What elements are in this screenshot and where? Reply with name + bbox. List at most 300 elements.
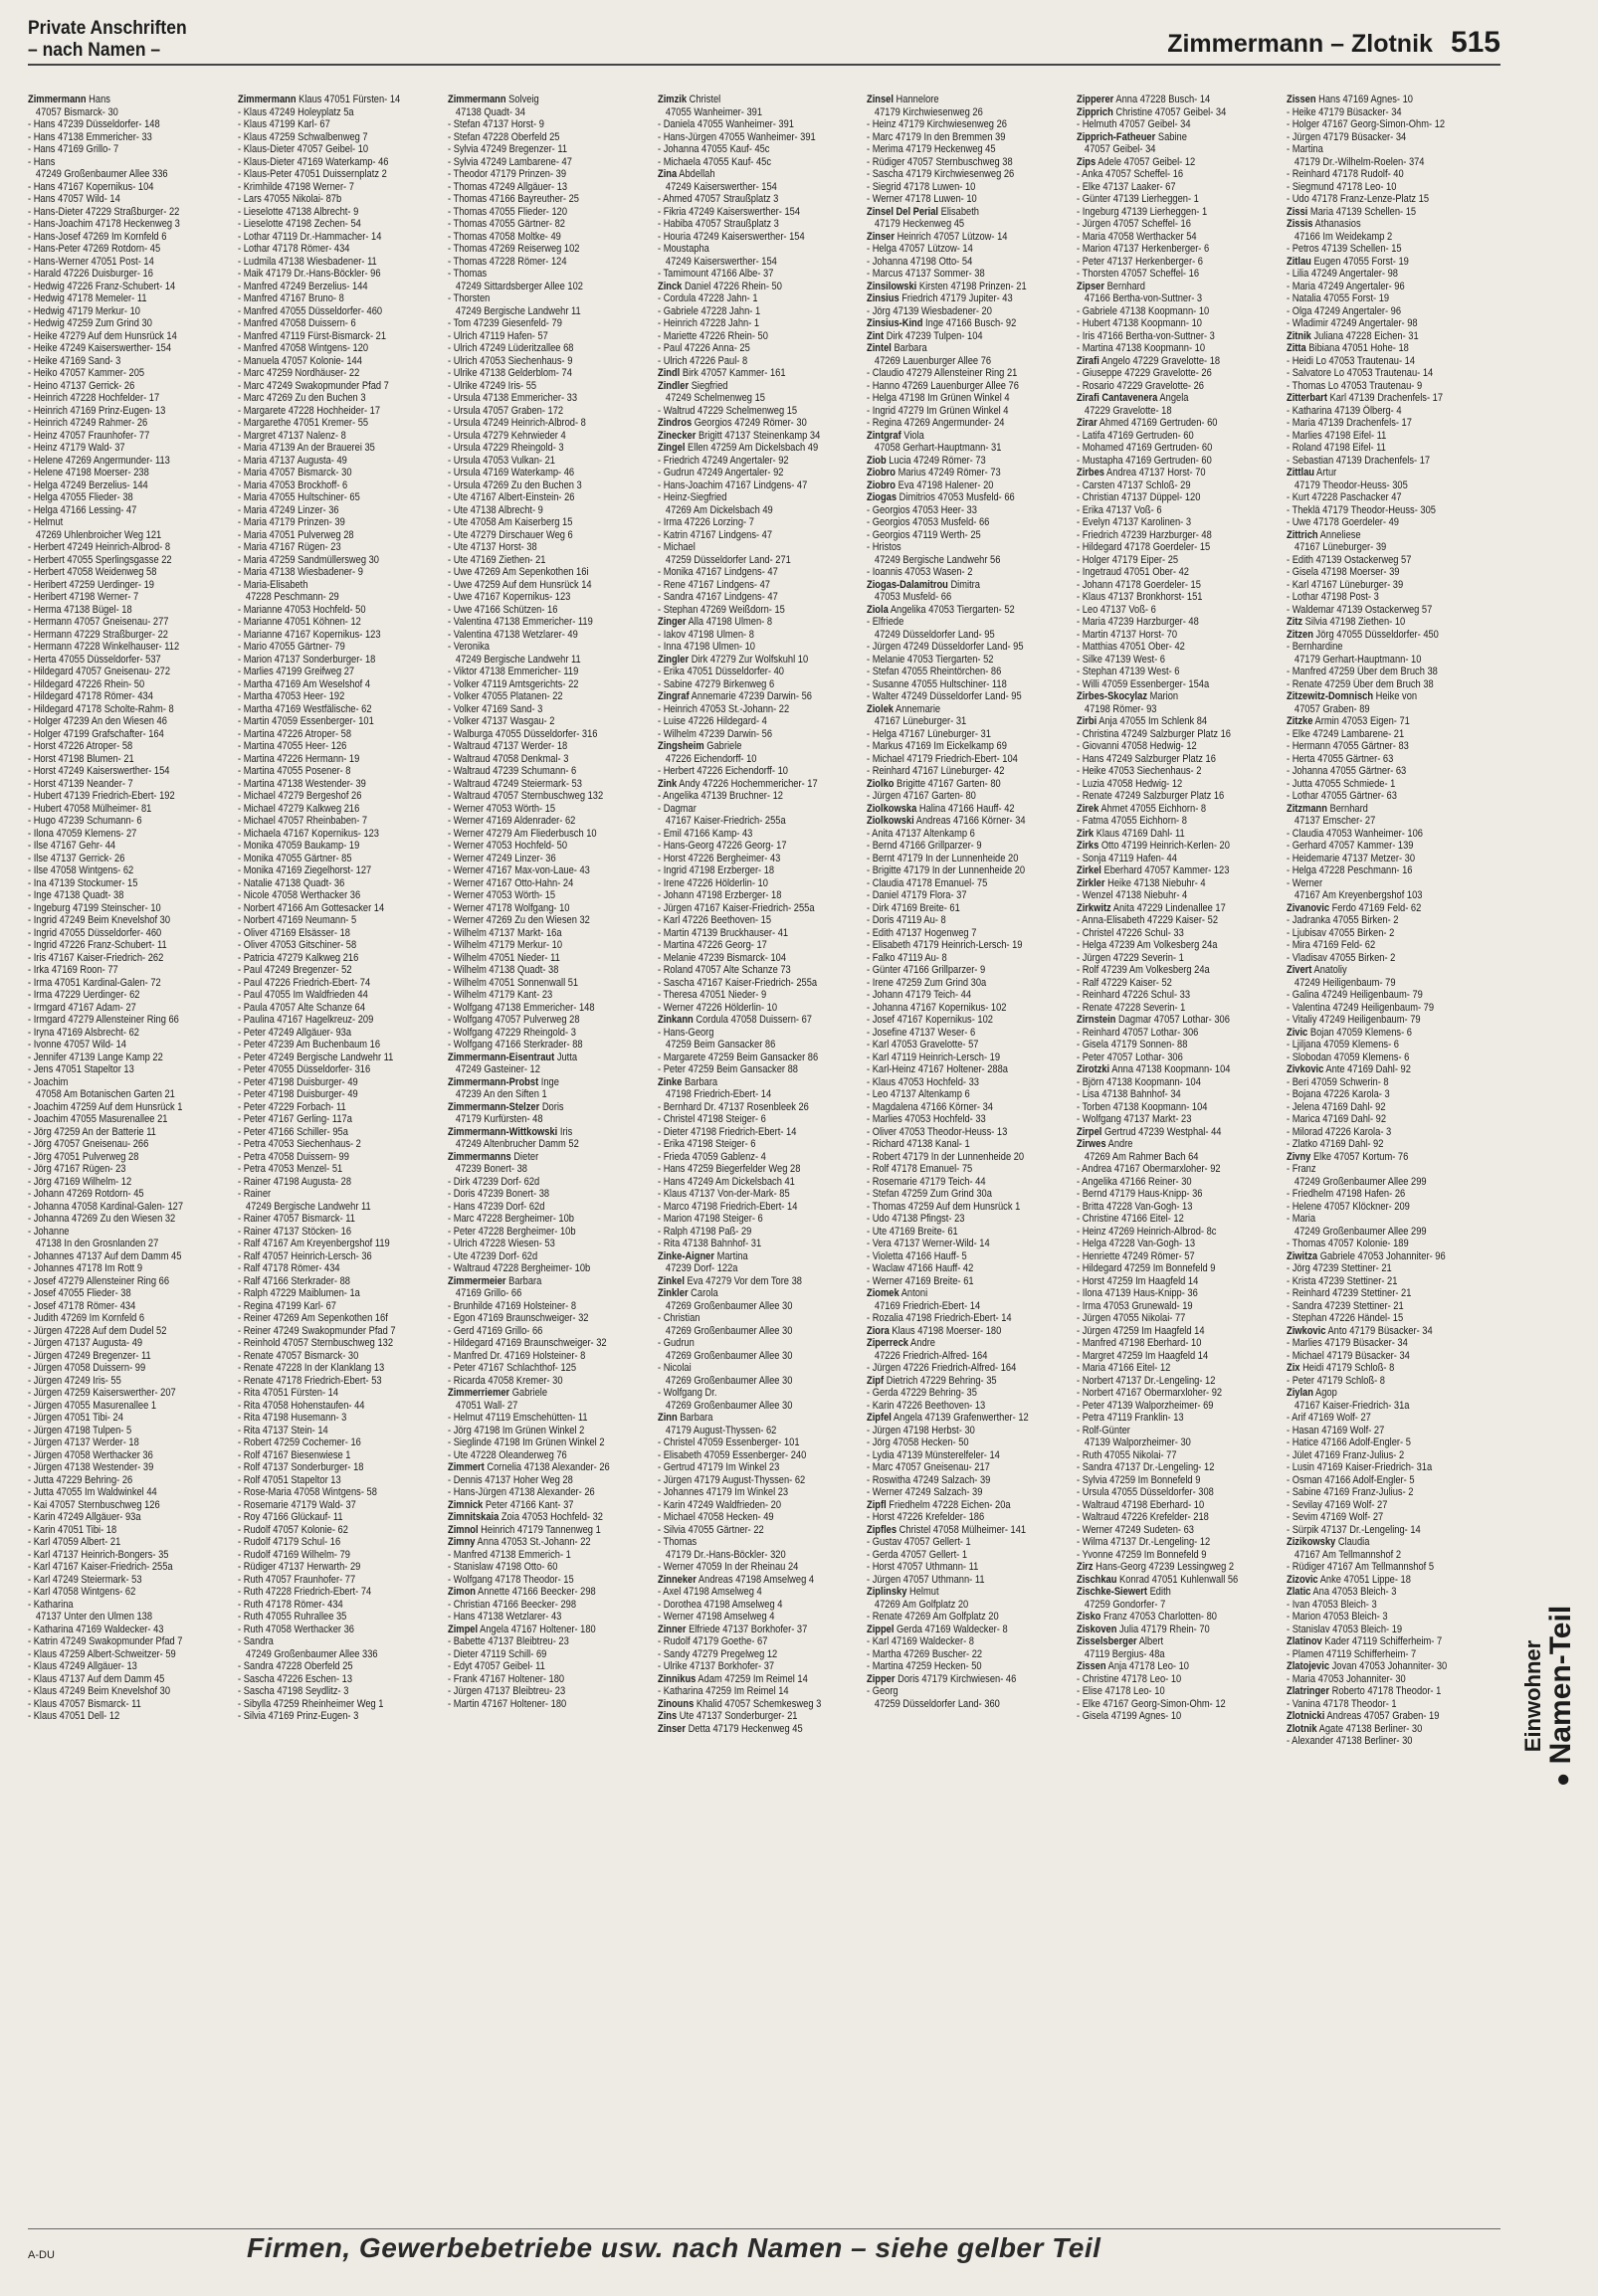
entry-text: - Johanna 47055 Gärtner- 63 bbox=[1287, 765, 1407, 777]
directory-entry bbox=[867, 1126, 1075, 1139]
entry-text: 47179 Dr.-Hans-Böckler- 320 bbox=[665, 1548, 786, 1561]
entry-text: - Jürgen 47057 Uthmann- 11 bbox=[867, 1573, 985, 1586]
entry-text: - Melanie 47239 Bismarck- 104 bbox=[657, 951, 786, 964]
entry-text: - Joachim 47055 Masurenallee 21 bbox=[28, 1113, 168, 1125]
directory-entry bbox=[1287, 1624, 1495, 1636]
directory-entry bbox=[448, 864, 656, 877]
directory-entry bbox=[1077, 1300, 1285, 1313]
entry-text: - Marica 47169 Dahl- 92 bbox=[1287, 1113, 1387, 1125]
directory-entry bbox=[1287, 392, 1495, 405]
entry-text: - Volker 47119 Amtsgerichts- 22 bbox=[447, 677, 579, 690]
entry-text: - Irene 47259 Zum Grind 30a bbox=[867, 976, 987, 989]
entry-text: - Harald 47226 Duisburger- 16 bbox=[28, 268, 153, 280]
directory-entry bbox=[867, 914, 1075, 927]
directory-entry bbox=[1077, 1076, 1285, 1089]
entry-text: - Jürgen 47198 Tulpen- 5 bbox=[28, 1424, 132, 1436]
directory-entry bbox=[658, 703, 866, 716]
entry-text: - Erika 47051 Düsseldorfer- 40 bbox=[657, 666, 784, 677]
entry-text: - Richard 47138 Kanal- 1 bbox=[867, 1138, 971, 1150]
entry-text: - Michael bbox=[657, 541, 696, 553]
entry-text: - Werner 47178 Luwen- 10 bbox=[867, 193, 978, 205]
entry-text: - Sandra bbox=[237, 1635, 274, 1647]
directory-entry bbox=[867, 927, 1075, 940]
directory-entry bbox=[658, 1138, 866, 1151]
directory-entry bbox=[28, 168, 236, 181]
directory-entry bbox=[1077, 902, 1285, 915]
directory-entry bbox=[1077, 1375, 1285, 1388]
entry-text: - Marianne 47053 Hochfeld- 50 bbox=[237, 603, 366, 616]
entry-text: - Jörg 47198 Im Grünen Winkel 2 bbox=[447, 1424, 585, 1436]
directory-entry bbox=[1077, 529, 1285, 542]
directory-entry bbox=[1287, 1250, 1495, 1263]
entry-text: - Rudolf 47057 Kolonie- 62 bbox=[237, 1523, 348, 1536]
entry-text: - Helmut bbox=[28, 516, 64, 528]
entry-text: - Elfriede bbox=[867, 616, 904, 628]
entry-text: - Martha 47169 Am Weselshof 4 bbox=[237, 677, 370, 690]
directory-entry bbox=[238, 778, 446, 791]
directory-entry bbox=[28, 305, 236, 318]
directory-entry bbox=[658, 666, 866, 678]
directory-entry bbox=[28, 131, 236, 144]
entry-text: - Reinhard 47226 Schul- 33 bbox=[1077, 989, 1191, 1001]
entry-text: - Helga 47239 Am Volkesberg 24a bbox=[1077, 939, 1218, 951]
entry-text: - Hans-Joachim 47178 Heckenweg 3 bbox=[28, 218, 180, 230]
entry-text: - Ruth 47057 Fraunhofer- 77 bbox=[237, 1573, 356, 1586]
entry-text: - Jürgen 47167 Garten- 80 bbox=[867, 790, 977, 802]
surname: Zinkler bbox=[657, 1287, 689, 1299]
directory-entry bbox=[28, 1262, 236, 1275]
surname: Zirotzki bbox=[1077, 1063, 1110, 1075]
surname: Zix bbox=[1287, 1362, 1300, 1374]
entry-text: - Reiner 47249 Swakopmunder Pfad 7 bbox=[237, 1324, 396, 1337]
entry-text: - Ruth 47228 Friedrich-Ebert- 74 bbox=[237, 1586, 372, 1598]
entry-text: - Peter 47137 Herkenberger- 6 bbox=[1077, 255, 1204, 268]
directory-entry bbox=[1077, 491, 1285, 504]
entry-text: Heike 47138 Niebuhr- 4 bbox=[1107, 876, 1206, 889]
entry-text: - Maria 47139 An der Brauerei 35 bbox=[237, 442, 375, 454]
directory-entry bbox=[1077, 765, 1285, 778]
directory-entry bbox=[238, 1561, 446, 1574]
entry-text: - Siegrid 47178 Luwen- 10 bbox=[867, 180, 976, 193]
directory-entry bbox=[448, 218, 656, 231]
directory-entry bbox=[658, 1014, 866, 1027]
entry-text: - Werner 47269 Zu den Wiesen 32 bbox=[447, 914, 590, 926]
directory-entry bbox=[28, 790, 236, 803]
directory-entry bbox=[1077, 678, 1285, 691]
entry-text: - Ljiljana 47059 Klemens- 6 bbox=[1287, 1039, 1400, 1051]
entry-text: - Herma 47138 Bügel- 18 bbox=[28, 603, 132, 616]
directory-entry bbox=[448, 330, 656, 343]
directory-entry bbox=[658, 281, 866, 293]
directory-entry bbox=[28, 1063, 236, 1076]
surname: Ziomek bbox=[867, 1287, 900, 1299]
entry-text: - Horst 47139 Neander- 7 bbox=[28, 777, 133, 790]
directory-entry bbox=[238, 703, 446, 716]
surname: Zimmerriemer bbox=[447, 1387, 509, 1399]
directory-entry bbox=[238, 305, 446, 318]
directory-entry bbox=[1287, 1499, 1495, 1512]
directory-entry bbox=[1077, 1400, 1285, 1413]
entry-text: - Hans 47138 Wetzlarer- 43 bbox=[447, 1611, 562, 1623]
directory-entry bbox=[448, 1624, 656, 1636]
directory-entry bbox=[867, 305, 1075, 318]
directory-entry bbox=[1287, 1635, 1495, 1648]
entry-text: 47259 Düsseldorfer Land- 271 bbox=[665, 553, 791, 566]
directory-entry bbox=[1287, 728, 1495, 741]
directory-entry bbox=[658, 902, 866, 915]
directory-entry bbox=[448, 1337, 656, 1350]
directory-entry bbox=[238, 1076, 446, 1089]
surname: Zinck bbox=[657, 280, 682, 292]
entry-text: - Lieselotte 47198 Zechen- 54 bbox=[237, 218, 361, 230]
section-title-line2: – nach Namen – bbox=[28, 40, 161, 61]
entry-text: Karl 47139 Drachenfels- 17 bbox=[1329, 392, 1444, 404]
directory-entry bbox=[1077, 889, 1285, 902]
entry-text: Hannelore bbox=[896, 94, 940, 105]
surname: Zinke-Aigner bbox=[657, 1249, 714, 1262]
surname: Zitta bbox=[1287, 342, 1306, 354]
directory-entry bbox=[28, 914, 236, 927]
entry-text: - Axel 47198 Amselweg 4 bbox=[657, 1586, 762, 1598]
directory-entry bbox=[867, 1350, 1075, 1363]
entry-text: - Werner 47059 In der Rheinau 24 bbox=[657, 1561, 798, 1573]
entry-text: - Wilhelm 47138 Quadt- 38 bbox=[447, 964, 559, 976]
entry-text: Andrea 47137 Horst- 70 bbox=[1106, 467, 1206, 478]
entry-text: - Margarethe 47051 Kremer- 55 bbox=[237, 417, 368, 429]
directory-entry bbox=[658, 1511, 866, 1524]
entry-text: - Karin 47249 Waldfrieden- 20 bbox=[657, 1498, 781, 1511]
entry-text: - Norbert 47169 Neumann- 5 bbox=[237, 914, 357, 926]
entry-text: - Ingetraud 47051 Ober- 42 bbox=[1077, 566, 1190, 578]
entry-text: 47051 Wall- 27 bbox=[455, 1399, 518, 1412]
directory-entry bbox=[238, 131, 446, 144]
entry-text: 47259 Düsseldorfer Land- 360 bbox=[875, 1697, 1001, 1710]
entry-text: - Norbert 47167 Obermarxloher- 92 bbox=[1077, 1387, 1223, 1399]
entry-text: - Marc 47269 Zu den Buchen 3 bbox=[237, 392, 366, 404]
entry-text: - Joachim 47259 Auf dem Hunsrück 1 bbox=[28, 1100, 183, 1113]
entry-text: - Waltraud 47058 Denkmal- 3 bbox=[447, 752, 569, 765]
directory-entry bbox=[28, 467, 236, 479]
entry-text: Agop bbox=[1315, 1387, 1337, 1399]
entry-text: Helmut bbox=[909, 1586, 939, 1598]
directory-entry bbox=[238, 1400, 446, 1413]
directory-entry bbox=[867, 1698, 1075, 1711]
directory-entry bbox=[1287, 740, 1495, 753]
directory-entry bbox=[658, 554, 866, 567]
directory-entry bbox=[1077, 864, 1285, 877]
entry-text: - Wolfgang 47178 Theodor- 15 bbox=[447, 1573, 574, 1586]
entry-text: - Werner 47053 Hochfeld- 50 bbox=[447, 840, 567, 852]
entry-text: Carola bbox=[690, 1287, 718, 1299]
entry-text: - Werner bbox=[1287, 876, 1323, 889]
surname: Zirbi bbox=[1077, 715, 1098, 727]
directory-entry bbox=[658, 690, 866, 703]
entry-text: - Dorothea 47198 Amselweg 4 bbox=[657, 1598, 782, 1611]
entry-text: Armin 47053 Eigen- 71 bbox=[1314, 715, 1411, 727]
side-section-tab bbox=[1520, 1532, 1580, 1860]
entry-text: - Theresa 47051 Nieder- 9 bbox=[657, 989, 766, 1001]
entry-text: - Ursula 47269 Zu den Buchen 3 bbox=[447, 478, 582, 491]
entry-text: - Jürgen 47198 Herbst- 30 bbox=[867, 1424, 976, 1436]
directory-entry bbox=[28, 1250, 236, 1263]
entry-text: - Hans-Dieter 47229 Straßburger- 22 bbox=[28, 205, 180, 218]
directory-entry bbox=[238, 1673, 446, 1686]
entry-text: Eva 47198 Halener- 20 bbox=[899, 478, 994, 491]
directory-entry bbox=[28, 554, 236, 567]
directory-entry bbox=[28, 1014, 236, 1027]
directory-entry bbox=[1287, 1101, 1495, 1114]
directory-entry bbox=[867, 1014, 1075, 1027]
entry-text: - Dagmar bbox=[657, 802, 697, 815]
directory-entry bbox=[658, 1549, 866, 1562]
entry-text: - Doris 47119 Au- 8 bbox=[867, 914, 947, 926]
directory-entry bbox=[238, 1250, 446, 1263]
surname: Zlatinov bbox=[1287, 1635, 1322, 1647]
entry-text: 47055 Wanheimer- 391 bbox=[665, 105, 762, 118]
directory-entry bbox=[867, 666, 1075, 678]
directory-entry bbox=[1077, 815, 1285, 828]
directory-entry bbox=[1077, 405, 1285, 418]
surname: Zischkau bbox=[1077, 1573, 1117, 1586]
directory-entry bbox=[238, 889, 446, 902]
directory-entry bbox=[448, 1412, 656, 1425]
entry-text: - Jürgen 47179 August-Thyssen- 62 bbox=[657, 1473, 805, 1486]
directory-entry bbox=[238, 206, 446, 219]
directory-entry bbox=[867, 864, 1075, 877]
directory-entry bbox=[1287, 778, 1495, 791]
entry-text: - Johann 47178 Goerdeler- 15 bbox=[1077, 578, 1202, 591]
entry-text: - Josef 47167 Kopernikus- 102 bbox=[867, 1014, 994, 1026]
surname: Zins bbox=[657, 1710, 677, 1722]
entry-text: - Vladisav 47055 Birken- 2 bbox=[1287, 951, 1396, 964]
entry-text: - Hasan 47169 Wolf- 27 bbox=[1287, 1424, 1385, 1436]
directory-entry bbox=[1077, 591, 1285, 604]
directory-entry bbox=[28, 268, 236, 281]
entry-text: - Rolf 47178 Emanuel- 75 bbox=[867, 1163, 973, 1175]
surname: Zimnick bbox=[447, 1498, 483, 1511]
entry-text: - Heinz 47179 Wald- 37 bbox=[28, 442, 125, 454]
entry-text: - Luise 47226 Hildegard- 4 bbox=[657, 715, 767, 727]
entry-text: - Vanina 47178 Theodor- 1 bbox=[1287, 1697, 1397, 1710]
entry-text: - Karl 47169 Waldecker- 8 bbox=[867, 1635, 975, 1647]
directory-entry bbox=[658, 1375, 866, 1388]
entry-text: - Olga 47249 Angertaler- 96 bbox=[1287, 304, 1402, 317]
directory-entry bbox=[28, 1673, 236, 1686]
entry-text: Viola bbox=[903, 429, 925, 442]
directory-entry bbox=[1077, 131, 1285, 144]
directory-entry bbox=[448, 256, 656, 269]
directory-entry bbox=[238, 1350, 446, 1363]
directory-entry bbox=[448, 678, 656, 691]
directory-entry bbox=[238, 591, 446, 604]
entry-text: - Regina 47199 Karl- 67 bbox=[237, 1299, 336, 1312]
entry-text: - Maria-Elisabeth bbox=[237, 578, 308, 591]
entry-text: Jutta bbox=[556, 1051, 577, 1063]
entry-text: - Ulrike 47138 Gelderblom- 74 bbox=[447, 367, 572, 379]
surname: Ziplinsky bbox=[867, 1586, 907, 1598]
directory-entry bbox=[658, 218, 866, 231]
directory-entry bbox=[867, 1250, 1075, 1263]
entry-text: - Martha 47053 Heer- 192 bbox=[237, 690, 345, 702]
surname: Zimnitskaia bbox=[447, 1511, 499, 1523]
directory-entry bbox=[28, 1635, 236, 1648]
directory-entry bbox=[658, 392, 866, 405]
directory-entry bbox=[1287, 1350, 1495, 1363]
entry-text: - Heinrich 47228 Jahn- 1 bbox=[657, 317, 759, 329]
directory-entry bbox=[1077, 853, 1285, 865]
entry-text: Dirk 47279 Zur Wolfskuhl 10 bbox=[691, 653, 808, 666]
directory-entry bbox=[238, 1014, 446, 1027]
surname: Zitzewitz-Domnisch bbox=[1287, 690, 1374, 702]
entry-text: - Latifa 47169 Gertruden- 60 bbox=[1077, 429, 1194, 442]
entry-text: - Klaus 47249 Holeyplatz 5a bbox=[237, 105, 354, 118]
directory-entry bbox=[28, 579, 236, 592]
entry-text: - Maria 47053 Brockhoff- 6 bbox=[237, 478, 348, 491]
entry-text: - Holger 47239 An den Wiesen 46 bbox=[28, 715, 167, 727]
entry-text: - Irma 47226 Lorzing- 7 bbox=[657, 516, 754, 528]
entry-text: Barbara bbox=[507, 1274, 542, 1287]
entry-text: 47249 Bergische Landwehr 11 bbox=[455, 304, 581, 317]
directory-entry bbox=[448, 1350, 656, 1363]
directory-entry bbox=[867, 1201, 1075, 1214]
directory-entry bbox=[448, 1113, 656, 1126]
directory-entry bbox=[448, 1039, 656, 1052]
directory-entry bbox=[28, 1561, 236, 1574]
entry-text: Jovan 47053 Johanniter- 30 bbox=[1331, 1660, 1448, 1672]
entry-text: Andre bbox=[1107, 1138, 1133, 1150]
directory-entry bbox=[238, 877, 446, 890]
directory-entry bbox=[1077, 828, 1285, 841]
directory-entry bbox=[448, 243, 656, 256]
entry-text: - Fatma 47055 Eichhorn- 8 bbox=[1077, 815, 1188, 827]
directory-entry bbox=[658, 1002, 866, 1015]
directory-entry bbox=[448, 1063, 656, 1076]
directory-entry bbox=[867, 554, 1075, 567]
entry-text: - Peter 47179 Schloß- 8 bbox=[1287, 1374, 1386, 1387]
directory-entry bbox=[448, 1611, 656, 1624]
entry-text: - Christine 47178 Leo- 10 bbox=[1077, 1672, 1182, 1685]
directory-entry bbox=[1077, 641, 1285, 654]
entry-text: 47167 Am Tellmannshof 2 bbox=[1295, 1548, 1402, 1561]
directory-entry bbox=[1287, 666, 1495, 678]
surname: Ziora bbox=[867, 1324, 891, 1337]
entry-text: - Hans-Georg 47226 Georg- 17 bbox=[657, 840, 787, 852]
entry-text: - Elke 47137 Laaker- 67 bbox=[1077, 180, 1176, 193]
directory-entry bbox=[448, 1226, 656, 1239]
entry-text: Anita 47229 Lindenallee 17 bbox=[1113, 901, 1227, 914]
entry-text: - Ioannis 47053 Wasen- 2 bbox=[867, 566, 973, 578]
entry-text: - Werner 47167 Max-von-Laue- 43 bbox=[447, 864, 590, 876]
entry-text: - Peter 47228 Bergheimer- 10b bbox=[447, 1225, 576, 1238]
directory-entry bbox=[867, 1138, 1075, 1151]
entry-text: - Mariette 47226 Rhein- 50 bbox=[657, 329, 768, 342]
entry-text: - Jürgen 47055 Masurenallee 1 bbox=[28, 1399, 157, 1412]
directory-entry bbox=[448, 566, 656, 579]
entry-text: Eugen 47055 Forst- 19 bbox=[1313, 255, 1409, 268]
directory-entry bbox=[28, 1337, 236, 1350]
entry-text: - Heinz-Siegfried bbox=[657, 491, 727, 503]
surname: Zlotnik bbox=[1287, 1722, 1317, 1735]
directory-entry bbox=[1077, 616, 1285, 629]
entry-text: - Ilona 47059 Klemens- 27 bbox=[28, 827, 137, 840]
entry-text: - Hubert 47139 Friedrich-Ebert- 192 bbox=[28, 790, 175, 802]
entry-text: - Katharina 47139 Ölberg- 4 bbox=[1287, 404, 1402, 417]
directory-entry bbox=[238, 479, 446, 492]
directory-entry bbox=[238, 168, 446, 181]
entry-text: - Natalia 47055 Forst- 19 bbox=[1287, 292, 1390, 304]
entry-text: - Maria 47058 Werthacker 54 bbox=[1077, 230, 1197, 243]
entry-text: - Martha 47169 Westfälische- 62 bbox=[237, 702, 372, 715]
directory-entry bbox=[867, 430, 1075, 443]
entry-text: - Lusin 47169 Kaiser-Friedrich- 31a bbox=[1287, 1461, 1433, 1473]
directory-entry bbox=[448, 1436, 656, 1449]
directory-entry bbox=[448, 268, 656, 281]
surname: Zimnol bbox=[447, 1523, 479, 1536]
directory-entry bbox=[28, 491, 236, 504]
entry-text: - Hans 47239 Düsseldorfer- 148 bbox=[28, 118, 160, 130]
entry-text: Silvia 47198 Ziethen- 10 bbox=[1304, 616, 1406, 628]
directory-entry bbox=[28, 455, 236, 468]
entry-text: - Katrin 47167 Lindgens- 47 bbox=[657, 528, 772, 541]
directory-entry bbox=[28, 616, 236, 629]
entry-text: - Klaus 47137 Bronkhorst- 151 bbox=[1077, 591, 1203, 603]
directory-entry bbox=[658, 206, 866, 219]
directory-entry bbox=[658, 1076, 866, 1089]
directory-entry bbox=[1077, 392, 1285, 405]
directory-entry bbox=[658, 1586, 866, 1599]
directory-entry bbox=[448, 1312, 656, 1325]
directory-entry bbox=[1077, 1486, 1285, 1499]
directory-entry bbox=[448, 1052, 656, 1064]
entry-text: Friedhelm 47228 Eichen- 20a bbox=[889, 1498, 1012, 1511]
directory-entry bbox=[238, 1660, 446, 1673]
entry-text: - Hans 47167 Kopernikus- 104 bbox=[28, 180, 154, 193]
surname: Zirbes-Skocylaz bbox=[1077, 690, 1148, 702]
entry-text: - Maria 47051 Pulverweg 28 bbox=[237, 528, 354, 541]
directory-entry bbox=[867, 1436, 1075, 1449]
entry-text: Elisabeth bbox=[941, 205, 980, 218]
entry-text: - Thomas 47259 Auf dem Hunsrück 1 bbox=[867, 1200, 1021, 1213]
entry-text: - Paul 47055 Im Waldfrieden 44 bbox=[237, 989, 368, 1001]
entry-text: - Heike 47053 Siechenhaus- 2 bbox=[1077, 765, 1202, 777]
entry-text: - Roswitha 47249 Salzach- 39 bbox=[867, 1473, 991, 1486]
entry-text: - Stefan 47228 Oberfeld 25 bbox=[447, 130, 560, 143]
section-title-line1: Private Anschriften bbox=[28, 18, 187, 39]
entry-text: - Lars 47055 Nikolai- 87b bbox=[237, 193, 342, 205]
entry-text: - Edith 47137 Hogenweg 7 bbox=[867, 926, 977, 939]
directory-entry bbox=[658, 778, 866, 791]
entry-text: - Ursula 47279 Kehrwieder 4 bbox=[447, 429, 566, 442]
entry-text: - Torben 47138 Koopmann- 104 bbox=[1077, 1100, 1208, 1113]
directory-entry bbox=[28, 504, 236, 517]
directory-entry bbox=[1077, 442, 1285, 455]
directory-entry bbox=[1287, 554, 1495, 567]
entry-text: - Volker 47169 Sand- 3 bbox=[447, 702, 543, 715]
directory-entry bbox=[658, 1113, 866, 1126]
directory-entry bbox=[28, 1188, 236, 1201]
surname: Ziogas-Dalamitrou bbox=[867, 578, 949, 591]
directory-entry bbox=[28, 1176, 236, 1189]
surname: Ziwitza bbox=[1287, 1249, 1318, 1262]
entry-text: 47057 Bismarck- 30 bbox=[35, 105, 118, 118]
directory-entry bbox=[448, 728, 656, 741]
directory-entry bbox=[867, 1400, 1075, 1413]
surname: Ziogas bbox=[867, 491, 898, 503]
entry-text: - Maria 47239 Harzburger- 48 bbox=[1077, 616, 1200, 628]
surname: Zinsius-Kind bbox=[867, 317, 923, 329]
directory-entry bbox=[1077, 367, 1285, 380]
entry-text: - Ruth 47055 Ruhrallee 35 bbox=[237, 1611, 347, 1623]
